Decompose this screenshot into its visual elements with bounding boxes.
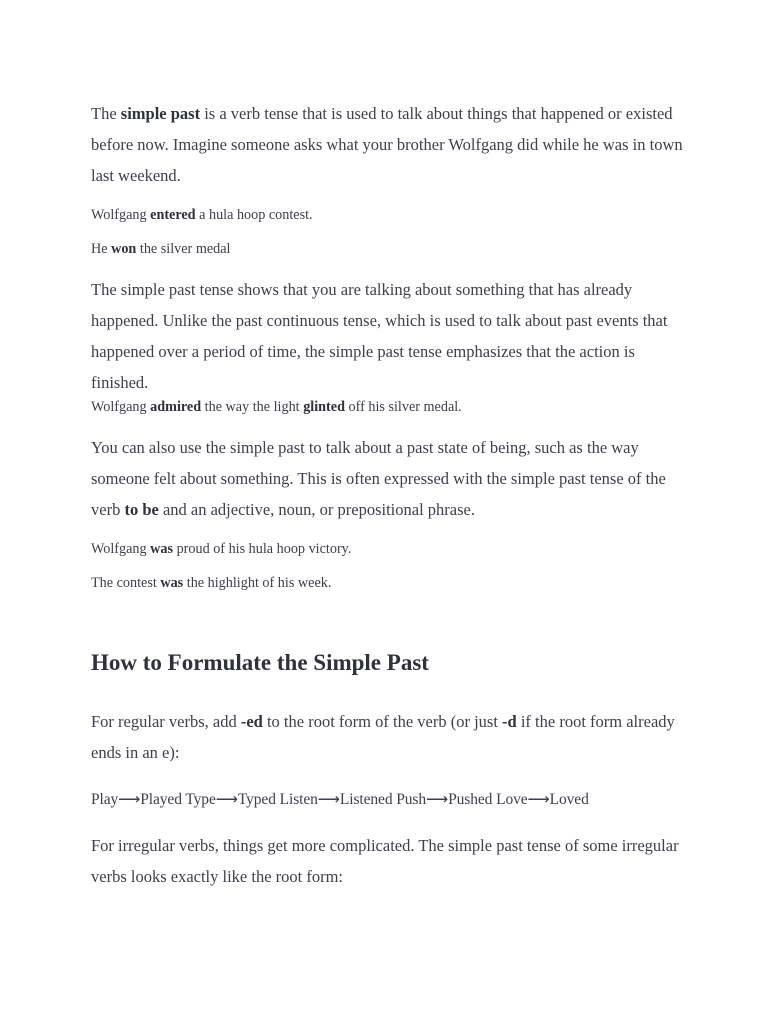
example-sentence	[91, 574, 691, 592]
body-paragraph	[91, 706, 691, 768]
example-sentence	[91, 240, 691, 258]
text: He	[91, 241, 112, 257]
text: a hula hoop contest.	[195, 207, 313, 223]
text: and an adjective, noun, or prepositional phrase.	[158, 500, 475, 519]
example-sentence	[91, 540, 691, 558]
example-sentence	[91, 206, 691, 224]
text: off his silver medal.	[344, 399, 462, 415]
text: The	[91, 104, 121, 123]
text: the highlight of his week.	[183, 575, 332, 591]
bold-term: to be	[124, 500, 159, 519]
text: The contest	[91, 575, 161, 591]
body-paragraph	[91, 432, 691, 525]
text: proud of his hula hoop victory.	[173, 541, 352, 557]
example-sentence	[91, 398, 691, 416]
text: You can also use the simple past to talk about a past state of being, such as the way someone felt about something. This is often expressed with the simple past tense of the verb	[91, 438, 666, 519]
text: if the root form already ends in an e):	[91, 712, 675, 762]
bold-term: simple past	[120, 104, 201, 123]
body-paragraph: The simple past tense shows that you are talking about something that has already happened. Unlike the past continuous tense, which is used to talk about past events that happened over a period of time, the simple past tense emphasizes that the action is finished.	[91, 280, 668, 392]
bold-verb: was	[160, 575, 184, 591]
bold-verb: was	[150, 541, 174, 557]
section-heading: How to Formulate the Simple Past	[91, 650, 429, 675]
bold-suffix: -ed	[240, 712, 263, 731]
text: Wolfgang	[91, 399, 151, 415]
bold-verb: admired	[150, 399, 202, 415]
bold-verb: glinted	[303, 399, 345, 415]
text: For regular verbs, add	[91, 712, 241, 731]
text: Wolfgang	[91, 207, 151, 223]
bold-verb: entered	[150, 207, 196, 223]
intro-paragraph	[91, 98, 691, 191]
text: the silver medal	[136, 241, 231, 257]
text: is a verb tense that is used to talk about things that happened or existed before now. Imagine someone asks what your brother Wolfgang did while he was in town last weekend.	[91, 104, 683, 185]
bold-suffix: -d	[502, 712, 517, 731]
bold-verb: won	[111, 241, 137, 257]
text: to the root form of the verb (or just	[262, 712, 503, 731]
verb-examples-line: Play⟶Played Type⟶Typed Listen⟶Listened Push⟶Pushed Love⟶Loved	[91, 791, 589, 808]
body-paragraph: For irregular verbs, things get more complicated. The simple past tense of some irregular verbs looks exactly like the root form:	[91, 836, 679, 886]
text: the way the light	[201, 399, 304, 415]
text: Wolfgang	[91, 541, 151, 557]
